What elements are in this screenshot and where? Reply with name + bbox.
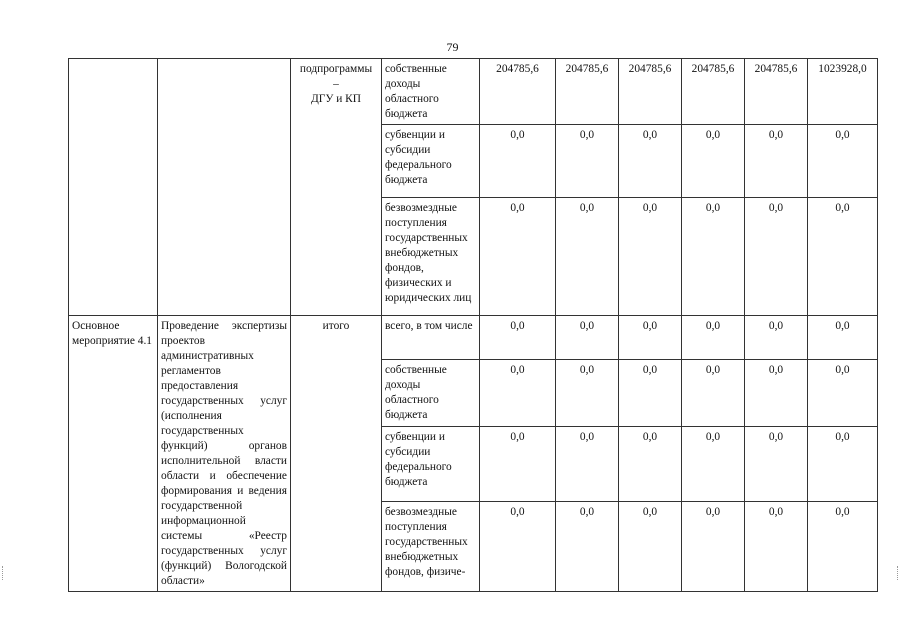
measure-cell: Основное мероприятие 4.1 (69, 316, 158, 592)
executor-cell (291, 59, 382, 316)
value-cell: 0,0 (556, 316, 619, 360)
value-cell: 0,0 (556, 427, 619, 502)
source-cell: собственные доходы областного бюджета (382, 360, 480, 427)
value-cell: 0,0 (619, 427, 682, 502)
value-cell: 0,0 (682, 316, 745, 360)
source-cell: субвенции и субсидии федерального бюджета (382, 125, 480, 198)
value-cell: 204785,6 (556, 59, 619, 125)
value-cell-total: 0,0 (808, 360, 878, 427)
table-row (69, 59, 878, 125)
source-cell: всего, в том числе (382, 316, 480, 360)
value-cell: 0,0 (682, 125, 745, 198)
value-cell: 0,0 (745, 125, 808, 198)
value-cell: 204785,6 (682, 59, 745, 125)
value-cell: 0,0 (682, 502, 745, 592)
value-cell: 0,0 (619, 198, 682, 316)
value-cell: 0,0 (619, 316, 682, 360)
value-cell: 0,0 (556, 502, 619, 592)
value-cell-total: 0,0 (808, 427, 878, 502)
value-cell: 0,0 (480, 427, 556, 502)
value-cell: 0,0 (682, 427, 745, 502)
value-cell: 0,0 (682, 360, 745, 427)
value-cell: 0,0 (480, 125, 556, 198)
source-cell: субвенции и субсидии федерального бюджета (382, 427, 480, 502)
budget-table (68, 58, 878, 592)
value-cell: 204785,6 (480, 59, 556, 125)
value-cell-total: 0,0 (808, 125, 878, 198)
scan-edge-mark-right (897, 566, 905, 580)
executor-cell: итого (291, 316, 382, 592)
executor-label: подпрограммы – ДГУ и КП (299, 63, 373, 105)
value-cell: 0,0 (556, 198, 619, 316)
value-cell: 0,0 (745, 198, 808, 316)
source-cell: безвозмездные поступления государственных внебюджетных фондов, физиче- (382, 502, 480, 592)
value-cell: 0,0 (745, 502, 808, 592)
source-cell: собственные доходы областного бюджета (382, 59, 480, 125)
measure-cell-empty (69, 59, 158, 316)
value-cell: 0,0 (619, 502, 682, 592)
value-cell: 0,0 (745, 316, 808, 360)
value-cell: 0,0 (745, 360, 808, 427)
value-cell: 204785,6 (619, 59, 682, 125)
value-cell: 204785,6 (745, 59, 808, 125)
value-cell: 0,0 (556, 360, 619, 427)
value-cell-total: 0,0 (808, 198, 878, 316)
scan-edge-mark-left (2, 566, 11, 580)
value-cell-total: 1023928,0 (808, 59, 878, 125)
value-cell: 0,0 (480, 360, 556, 427)
value-cell: 0,0 (556, 125, 619, 198)
value-cell: 0,0 (619, 360, 682, 427)
value-cell-total: 0,0 (808, 316, 878, 360)
page-number: 79 (446, 40, 459, 54)
value-cell: 0,0 (480, 502, 556, 592)
table-row (69, 316, 878, 360)
description-cell-empty (158, 59, 291, 316)
description-cell: Проведение экспертизы проектов административных регламентов предоставления государственных услуг (исполнения государственных функций) органов исполнительной власти области и обеспечение формирования и ведения государственной информационной системы «Реестр государственных услуг (функций) Вологодской области» (158, 316, 291, 592)
source-cell: безвозмездные поступления государственных внебюджетных фондов, физических и юридических лиц (382, 198, 480, 316)
value-cell: 0,0 (619, 125, 682, 198)
value-cell-total: 0,0 (808, 502, 878, 592)
value-cell: 0,0 (745, 427, 808, 502)
value-cell: 0,0 (682, 198, 745, 316)
value-cell: 0,0 (480, 198, 556, 316)
value-cell: 0,0 (480, 316, 556, 360)
